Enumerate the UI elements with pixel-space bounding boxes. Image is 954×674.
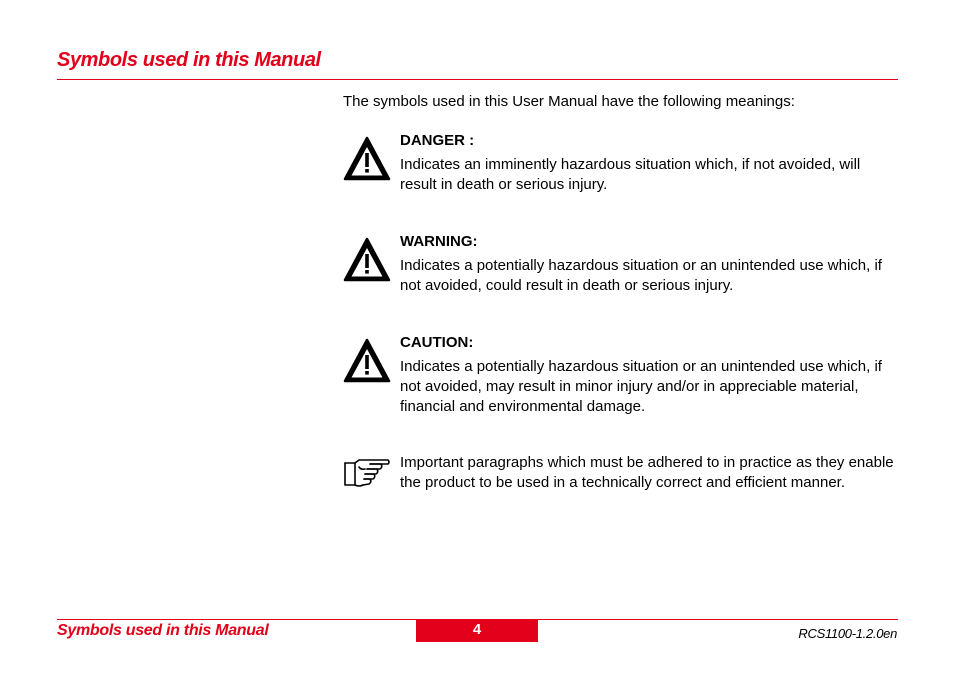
document-code: RCS1100-1.2.0en bbox=[798, 626, 897, 641]
caution-label: CAUTION: bbox=[400, 334, 474, 351]
page-title: Symbols used in this Manual bbox=[57, 49, 321, 71]
warning-description: Indicates a potentially hazardous situation or an unintended use which, if not avoided, could result in death or serious injury. bbox=[400, 257, 882, 294]
page-number: 4 bbox=[416, 620, 538, 642]
header-rule bbox=[57, 79, 898, 80]
pointing-hand-icon bbox=[343, 457, 391, 489]
intro-text: The symbols used in this User Manual have the following meanings: bbox=[343, 93, 795, 110]
danger-description: Indicates an imminently hazardous situation which, if not avoided, will result in death or serious injury. bbox=[400, 156, 861, 193]
danger-label: DANGER : bbox=[400, 132, 475, 149]
warning-label: WARNING: bbox=[400, 233, 478, 250]
footer-title: Symbols used in this Manual bbox=[57, 622, 269, 639]
warning-triangle-icon bbox=[343, 337, 391, 385]
important-description: Important paragraphs which must be adhered to in practice as they enable the product to be used in a technically correct and efficient manner. bbox=[400, 454, 894, 491]
warning-triangle-icon bbox=[343, 236, 391, 284]
warning-triangle-icon bbox=[343, 135, 391, 183]
caution-description: Indicates a potentially hazardous situation or an unintended use which, if not avoided, may result in minor injury and/or in appreciable material, financial and environmental damage. bbox=[400, 358, 882, 415]
